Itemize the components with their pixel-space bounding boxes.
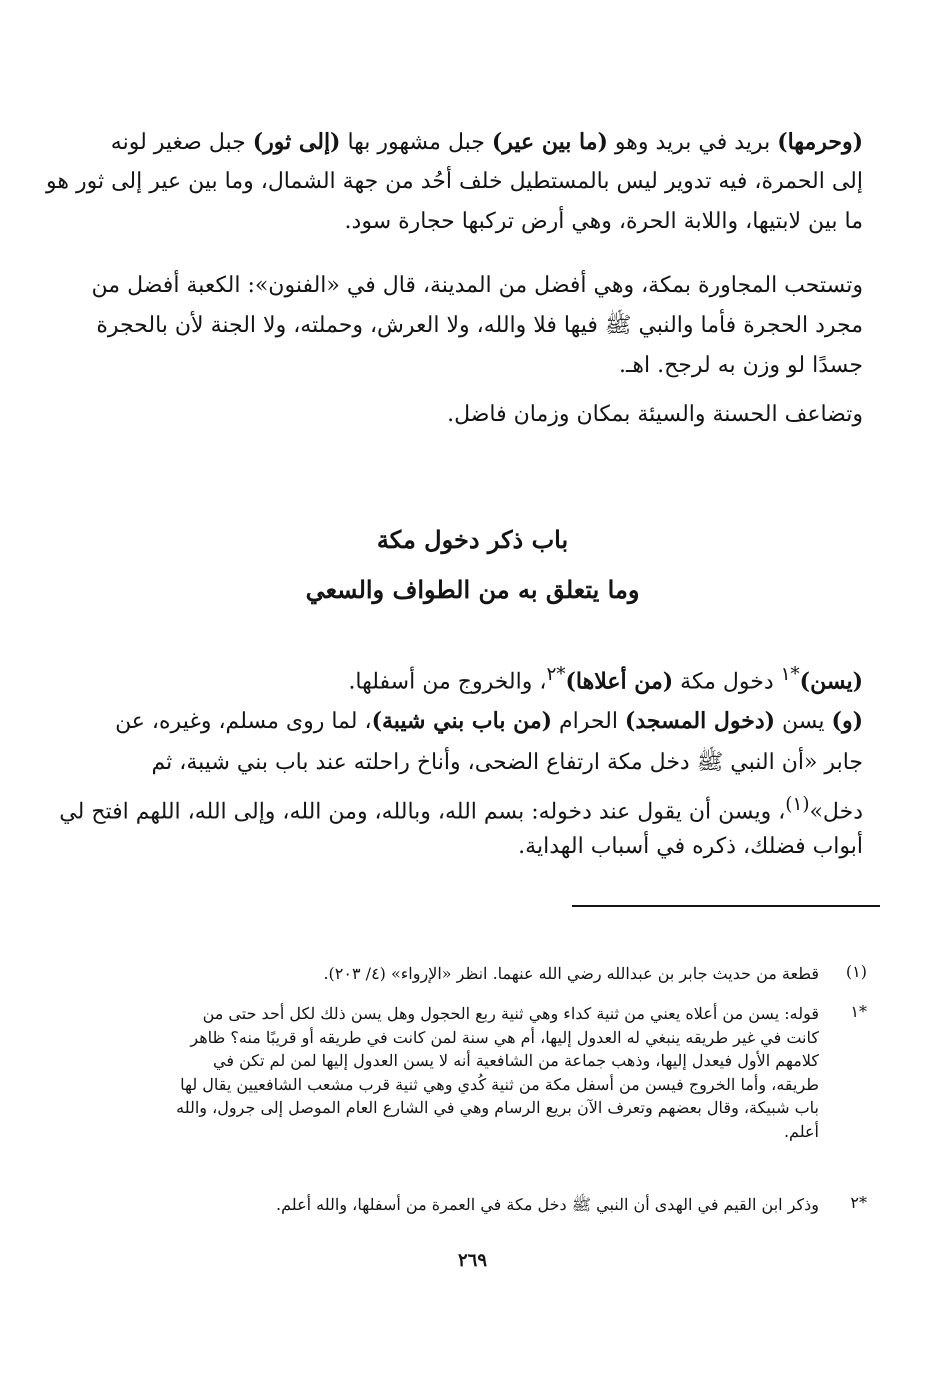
text-span: جبل مشهور بها xyxy=(340,130,492,155)
bold-term: (وحرمها) xyxy=(777,129,863,155)
footnote-line: وذكر ابن القيم في الهدى أن النبي ﷺ دخل مكة في العمرة من أسفلها، والله أعلم. xyxy=(276,1195,819,1214)
footnote-line: باب شبيكة، وقال بعضهم وتعرف الآن بريع الرسام وهي في الشارع العام الموصل إلى جرول، والله xyxy=(176,1098,819,1117)
text-span: ، ويسن أن يقول عند دخوله: بسم الله، وبالله، ومن الله، وإلى الله، اللهم افتح لي xyxy=(59,799,786,825)
footnote-separator xyxy=(572,905,880,907)
chapter-subtitle: وما يتعلق به من الطواف والسعي xyxy=(305,575,640,604)
bold-term: (دخول المسجد) xyxy=(624,708,776,734)
text-span: ، والخروج من أسفلها. xyxy=(348,669,547,695)
note-marker: *١ xyxy=(780,664,800,685)
footnote-ref: (١) xyxy=(785,794,810,815)
bold-term: (إلى ثور) xyxy=(252,129,341,155)
footnote-line: كانت في غير طريقه ينبغي له العدول إليها، أم هي سنة لمن كانت في طريقه أو قريبًا منه؟ ظاهر xyxy=(190,1027,819,1047)
bold-term: (من أعلاها) xyxy=(565,668,674,695)
footnote xyxy=(140,1193,867,1217)
text-span: دخل» xyxy=(809,799,863,825)
page-number: ٢٦٩ xyxy=(457,1250,487,1271)
paragraph-multiplied-deeds xyxy=(140,395,863,435)
footnote-marker: *٢ xyxy=(850,1193,867,1212)
footnote-marker: *١ xyxy=(850,1002,867,1021)
chapter-title: باب ذكر دخول مكة xyxy=(376,525,569,554)
note-marker: *٢ xyxy=(546,664,566,685)
bold-term: (يسن) xyxy=(799,668,863,695)
footnote-line: قطعة من حديث جابر بن عبدالله رضي الله عنهما. انظر «الإرواء» (٤/ ٢٠٣). xyxy=(323,964,819,983)
footnote xyxy=(140,1002,867,1143)
text-span: جبل صغير لونه xyxy=(110,130,253,155)
text-span: بريد في بريد وهو xyxy=(607,130,778,155)
paragraph-haram-boundaries xyxy=(46,122,863,242)
text-line: جسدًا لو وزن به لرجح. اهـ. xyxy=(618,353,863,378)
text-line: وتستحب المجاورة بمكة، وهي أفضل من المدينة، قال في «الفنون»: الكعبة أفضل من xyxy=(91,273,863,298)
text-span: ، لما روى مسلم، وغيره، عن xyxy=(115,709,372,734)
text-span: الحرام xyxy=(552,709,625,734)
footnote-text xyxy=(140,1193,819,1217)
text-line xyxy=(140,655,863,695)
bold-term: (و) xyxy=(831,708,863,734)
footnote-line: أعلم. xyxy=(783,1121,819,1141)
text-line: إلى الحمرة، فيه تدوير ليس بالمستطيل خلف أحُد من جهة الشمال، وما بين عير إلى ثور هو xyxy=(46,169,863,194)
text-line: وتضاعف الحسنة والسيئة بمكان وزمان فاضل. xyxy=(447,402,863,427)
text-span: يسن xyxy=(775,709,832,734)
paragraph-entering-makkah xyxy=(140,655,863,695)
footnote-text xyxy=(140,962,819,986)
footnote-text xyxy=(140,1002,819,1143)
footnote-marker: (١) xyxy=(845,962,867,981)
text-line: مجرد الحجرة فأما والنبي ﷺ فيها فلا والله، ولا العرش، وحملته، ولا الجنة لأن بالحجرة xyxy=(96,313,863,338)
footnote-line: كلامهم الأول فيعدل إليها، وذهب جماعة من الشافعية أنه لا يسن العدول إليها لمن لم تكن في xyxy=(213,1051,819,1070)
bold-term: (من باب بني شيبة) xyxy=(371,708,553,734)
paragraph-entering-masjid xyxy=(59,700,863,868)
text-line xyxy=(110,122,863,162)
text-line: أبواب فضلك، ذكره في أسباب الهداية. xyxy=(518,834,863,859)
text-line: جابر «أن النبي ﷺ دخل مكة ارتفاع الضحى، وأناخ راحلته عند باب بني شيبة، ثم xyxy=(151,750,863,775)
text-line: ما بين لابتيها، واللابة الحرة، وهي أرض تركبها حجارة سود. xyxy=(344,209,863,234)
text-line xyxy=(115,700,863,742)
footnote-line: قوله: يسن من أعلاه يعني من ثنية كداء وهي ثنية ربع الحجول وهل يسن ذلك لكل أحد حتى من xyxy=(202,1004,819,1023)
text-span: دخول مكة xyxy=(673,669,781,695)
footnote-line: طريقه، وأما الخروج فيسن من أسفل مكة من ثنية كُدي وهي ثنية قرب مشعب الشافعيين يقال لها xyxy=(180,1074,819,1094)
bold-term: (ما بين عير) xyxy=(491,129,608,155)
text-line xyxy=(59,784,863,826)
footnote xyxy=(140,962,867,986)
paragraph-residing-in-makkah xyxy=(91,266,863,386)
